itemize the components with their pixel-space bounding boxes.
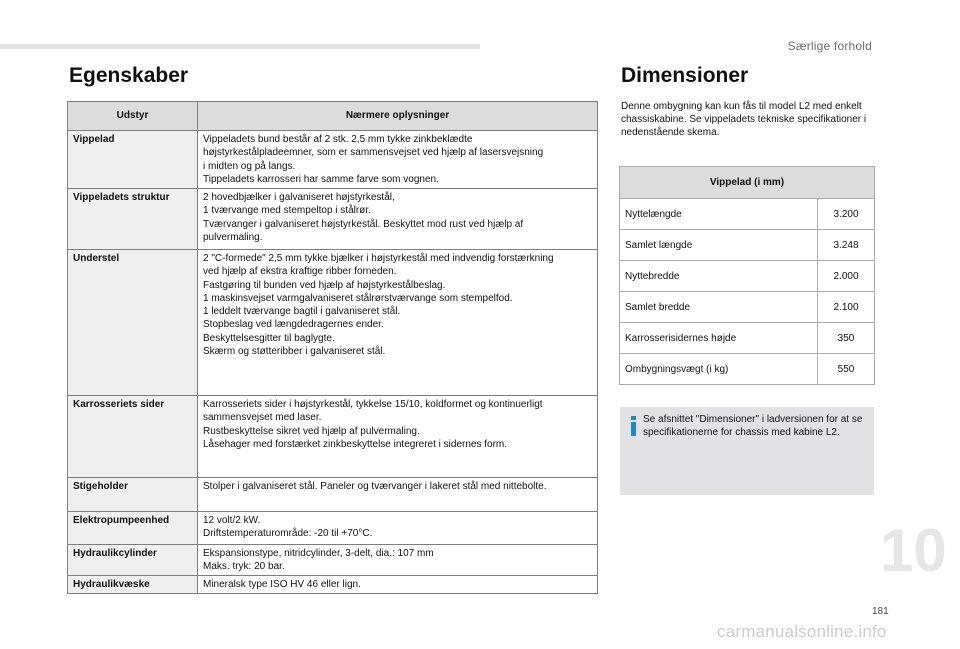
dimension-value: 550 — [818, 354, 875, 385]
spec-line: Ekspansionstype, nitridcylinder, 3-delt, dia.: 107 mm — [203, 548, 434, 559]
spec-row — [68, 512, 598, 545]
spec-line: Fastgøring til bunden ved hjælp af højstyrkestålbeslag. — [203, 279, 446, 291]
spec-key: Stigeholder — [68, 478, 198, 512]
spec-line: 12 volt/2 kW. — [203, 515, 261, 526]
spec-value — [198, 189, 598, 250]
spec-line: i midten og på langs. — [203, 160, 296, 172]
spec-line: 1 leddelt tværvange bagtil i galvaniseret stål. — [203, 306, 401, 318]
spec-key: Vippelad — [68, 131, 198, 189]
dimensions-row — [620, 323, 875, 354]
dimension-label: Nyttelængde — [620, 199, 818, 230]
page-title-dimensioner: Dimensioner — [621, 64, 749, 87]
dimension-value: 2.000 — [818, 261, 875, 292]
spec-row — [68, 396, 598, 478]
spec-row — [68, 189, 598, 250]
spec-row — [68, 250, 598, 396]
chapter-number: 10 — [880, 517, 947, 584]
page-title-egenskaber: Egenskaber — [69, 64, 189, 87]
spec-line: Skærm og støtteribber i galvaniseret stål. — [203, 346, 386, 358]
spec-line: 2 hovedbjælker i galvaniseret højstyrkestål, — [203, 192, 395, 203]
spec-row — [68, 478, 598, 512]
spec-line: Stolper i galvaniseret stål. Paneler og tværvanger i lakeret stål med nittebolte. — [203, 481, 547, 492]
spec-key: Hydraulikvæske — [68, 576, 198, 594]
spec-line: Stopbeslag ved længdedragernes ender. — [203, 319, 384, 331]
info-box — [620, 407, 874, 495]
dimension-value: 3.248 — [818, 230, 875, 261]
dimensions-header-row — [620, 167, 875, 199]
header-bar — [0, 44, 480, 49]
dimensions-row — [620, 292, 875, 323]
section-label: Særlige forhold — [787, 39, 872, 53]
dimension-label: Nyttebredde — [620, 261, 818, 292]
dimensions-row — [620, 230, 875, 261]
spec-table — [67, 101, 598, 594]
spec-line: ved hjælp af ekstra kraftige ribber forneden. — [203, 266, 397, 278]
spec-line: Karrosseriets sider i højstyrkestål, tykkelse 15/10, koldformet og kontinuerligt — [203, 399, 543, 410]
spec-line: Tippeladets karrosseri har samme farve som vognen. — [203, 173, 439, 185]
spec-value — [198, 512, 598, 545]
dimension-value: 3.200 — [818, 199, 875, 230]
dimension-value: 350 — [818, 323, 875, 354]
spec-line: Beskyttelsesgitter til baglygte. — [203, 332, 335, 344]
spec-key: Vippeladets struktur — [68, 189, 198, 250]
intro-paragraph: Denne ombygning kan kun fås til model L2 med enkelt chassiskabine. Se vippeladets tekniske specifikationer i nedenstående skema. — [621, 101, 867, 138]
info-icon — [630, 416, 638, 436]
dimension-label: Karrosserisidernes højde — [620, 323, 818, 354]
dimension-label: Samlet bredde — [620, 292, 818, 323]
spec-key: Karrosseriets sider — [68, 396, 198, 478]
spec-line: Driftstemperaturområde: -20 til +70°C. — [203, 528, 373, 540]
spec-key: Understel — [68, 250, 198, 396]
spec-line: 1 tværvange med stempeltop i stålrør. — [203, 205, 371, 217]
spec-line: Tværvanger i galvaniseret højstyrkestål. Beskyttet mod rust ved hjælp af — [203, 218, 524, 230]
spec-line: 2 "C-formede" 2,5 mm tykke bjælker i højstyrkestål med indvendig forstærkning — [203, 253, 554, 264]
spec-value — [198, 250, 598, 396]
spec-line: Maks. tryk: 20 bar. — [203, 561, 285, 573]
dimensions-row — [620, 261, 875, 292]
spec-line: sammensvejset med laser. — [203, 412, 322, 424]
info-text: Se afsnittet "Dimensioner" i ladversionen for at se specifikationerne for chassis med kabine L2. — [643, 414, 863, 438]
spec-row — [68, 576, 598, 594]
spec-key: Elektropumpeenhed — [68, 512, 198, 545]
spec-line: Vippeladets bund består af 2 stk. 2,5 mm tykke zinkbeklædte — [203, 134, 473, 145]
spec-line: Mineralsk type ISO HV 46 eller lign. — [203, 579, 361, 590]
dimension-label: Ombygningsvægt (i kg) — [620, 354, 818, 385]
spec-key: Hydraulikcylinder — [68, 545, 198, 576]
spec-header-row — [68, 102, 598, 131]
dimensions-table — [619, 166, 875, 385]
dimensions-row — [620, 354, 875, 385]
spec-line: Låsehager med forstærket zinkbeskyttelse integreret i sidernes form. — [203, 438, 508, 450]
spec-header-equipment: Udstyr — [68, 102, 198, 131]
spec-value — [198, 545, 598, 576]
spec-row — [68, 131, 598, 189]
spec-value — [198, 478, 598, 512]
spec-line: højstyrkestålpladeemner, som er sammensvejset ved hjælp af lasersvejsning — [203, 147, 544, 159]
page-number: 181 — [872, 606, 889, 617]
dimension-value: 2.100 — [818, 292, 875, 323]
dimensions-row — [620, 199, 875, 230]
dimensions-header: Vippelad (i mm) — [620, 167, 875, 199]
dimension-label: Samlet længde — [620, 230, 818, 261]
spec-line: pulvermaling. — [203, 231, 263, 243]
spec-value — [198, 396, 598, 478]
spec-value — [198, 131, 598, 189]
spec-row — [68, 545, 598, 576]
spec-header-details: Nærmere oplysninger — [198, 102, 598, 131]
spec-line: 1 maskinsvejset varmgalvaniseret stålrørstværvange som stempelfod. — [203, 292, 513, 304]
spec-value — [198, 576, 598, 594]
spec-line: Rustbeskyttelse sikret ved hjælp af pulvermaling. — [203, 425, 420, 437]
watermark: carmanualsonline.info — [717, 622, 887, 641]
